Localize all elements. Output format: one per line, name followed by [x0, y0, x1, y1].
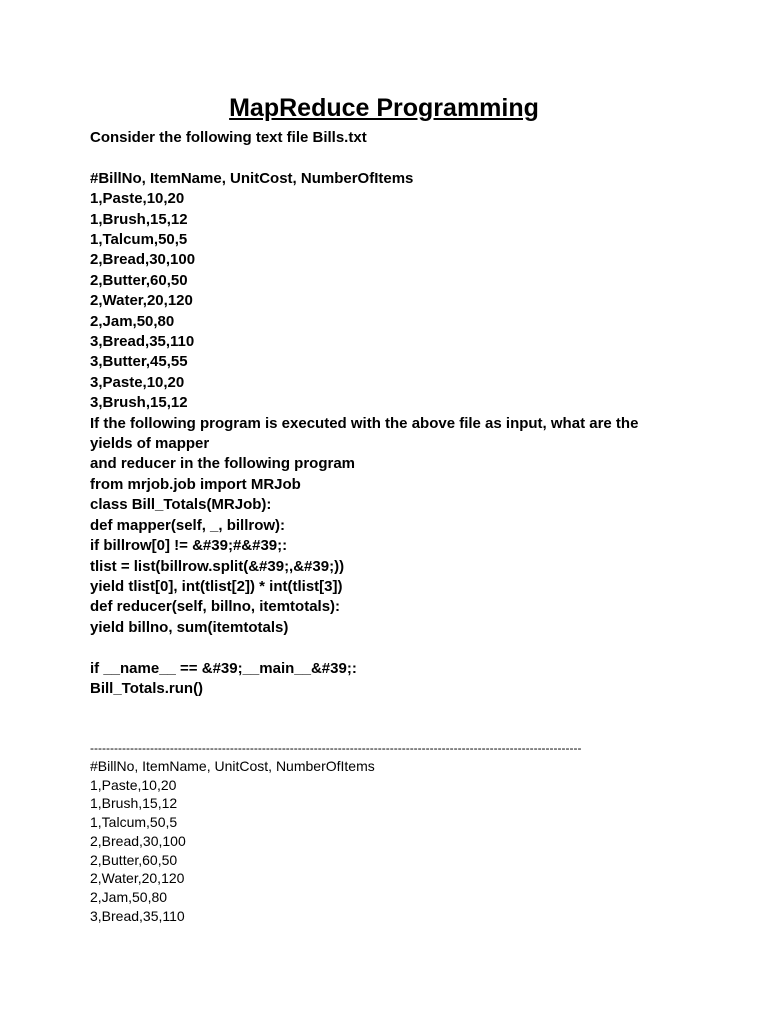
text-line: 3,Paste,10,20 [90, 373, 185, 391]
text-line: 2,Jam,50,80 [90, 312, 175, 330]
text-line: class Bill_Totals(MRJob): [90, 496, 272, 514]
text-line: 2,Water,20,120 [90, 870, 185, 887]
text-line: 2,Butter,60,50 [90, 851, 178, 868]
text-line: 2,Bread,30,100 [90, 832, 186, 849]
blank-line [90, 148, 690, 168]
text-line: and reducer in the following program [90, 455, 356, 473]
text-line: yield tlist[0], int(tlist[2]) * int(tlist[3]) [90, 577, 343, 595]
text-line: if billrow[0] != &#39;#&#39;: [90, 537, 288, 555]
text-line: 1,Talcum,50,5 [90, 814, 178, 831]
text-line: 3,Butter,45,55 [90, 353, 188, 371]
text-line: 2,Bread,30,100 [90, 251, 196, 269]
text-line: def reducer(self, billno, itemtotals): [90, 598, 341, 616]
text-line: yield billno, sum(itemtotals) [90, 618, 289, 636]
text-line: 3,Bread,35,110 [90, 333, 195, 351]
text-line: 2,Jam,50,80 [90, 888, 168, 905]
text-line: #BillNo, ItemName, UnitCost, NumberOfItems [90, 758, 375, 774]
dashed-divider: --------------------------------------------------------------------------------------------------------------------------- [90, 741, 582, 755]
text-line: 2,Water,20,120 [90, 292, 193, 310]
text-line: from mrjob.job import MRJob [90, 475, 301, 493]
text-line: 1,Brush,15,12 [90, 210, 188, 228]
text-line: If the following program is executed with the above file as input, what are the [90, 414, 639, 432]
text-line: 1,Paste,10,20 [90, 776, 177, 793]
answer-text-block [90, 757, 690, 925]
text-line: tlist = list(billrow.split(&#39;,&#39;)) [90, 557, 345, 575]
text-line: 1,Paste,10,20 [90, 190, 185, 208]
page-title: MapReduce Programming [229, 94, 539, 122]
text-line: #BillNo, ItemName, UnitCost, NumberOfItems [90, 169, 414, 187]
text-line: 2,Butter,60,50 [90, 271, 188, 289]
question-text-block [90, 128, 690, 699]
text-line: if __name__ == &#39;__main__&#39;: [90, 659, 357, 677]
text-line: 1,Talcum,50,5 [90, 231, 188, 249]
blank-line [90, 638, 690, 658]
text-line: Bill_Totals.run() [90, 679, 204, 697]
text-line: Consider the following text file Bills.txt [90, 129, 367, 146]
text-line: def mapper(self, _, billrow): [90, 516, 286, 534]
text-line: yields of mapper [90, 435, 210, 453]
text-line: 3,Brush,15,12 [90, 394, 188, 412]
text-line: 1,Brush,15,12 [90, 795, 178, 812]
text-line: 3,Bread,35,110 [90, 907, 185, 924]
